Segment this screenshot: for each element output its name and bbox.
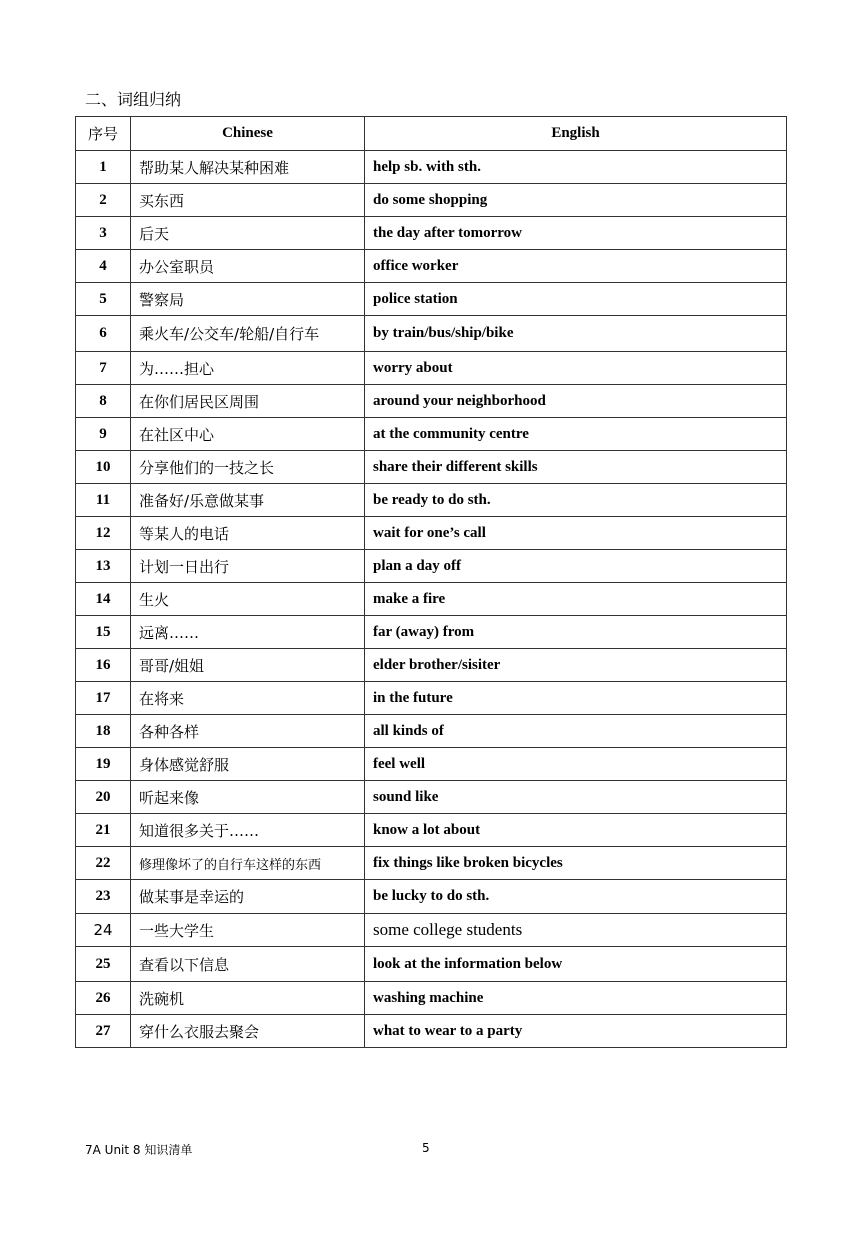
row-number: 17: [76, 682, 131, 715]
header-english: English: [365, 117, 787, 151]
row-chinese: 洗碗机: [131, 982, 365, 1015]
row-chinese: 听起来像: [131, 781, 365, 814]
row-number: 15: [76, 616, 131, 649]
row-english: in the future: [365, 682, 787, 715]
row-chinese: 修理像坏了的自行车这样的东西: [131, 847, 365, 880]
row-english: police station: [365, 283, 787, 316]
row-english: be lucky to do sth.: [365, 880, 787, 914]
row-number: 25: [76, 947, 131, 982]
table-row: [76, 781, 787, 814]
table-row: [76, 682, 787, 715]
footer-label: 7A Unit 8 知识清单: [85, 1143, 193, 1157]
row-number: 5: [76, 283, 131, 316]
table-row: [76, 1015, 787, 1048]
row-english: help sb. with sth.: [365, 151, 787, 184]
row-english: all kinds of: [365, 715, 787, 748]
row-chinese: 为……担心: [131, 352, 365, 385]
row-chinese: 一些大学生: [131, 914, 365, 947]
row-chinese: 远离……: [131, 616, 365, 649]
row-english: make a fire: [365, 583, 787, 616]
row-chinese: 准备好/乐意做某事: [131, 484, 365, 517]
row-chinese: 分享他们的一技之长: [131, 451, 365, 484]
table-row: [76, 385, 787, 418]
row-chinese: 生火: [131, 583, 365, 616]
table-row: [76, 814, 787, 847]
row-number: 1: [76, 151, 131, 184]
row-english: by train/bus/ship/bike: [365, 316, 787, 352]
row-english: plan a day off: [365, 550, 787, 583]
row-chinese: 等某人的电话: [131, 517, 365, 550]
row-english: some college students: [365, 914, 787, 947]
row-english: do some shopping: [365, 184, 787, 217]
row-number: 24: [76, 914, 131, 947]
row-english: sound like: [365, 781, 787, 814]
table-row: [76, 184, 787, 217]
row-english: office worker: [365, 250, 787, 283]
table-row: [76, 914, 787, 947]
table-row: [76, 947, 787, 982]
table-row: [76, 352, 787, 385]
table-row: [76, 418, 787, 451]
row-number: 14: [76, 583, 131, 616]
header-number: 序号: [76, 117, 131, 151]
table-row: [76, 880, 787, 914]
row-chinese: 买东西: [131, 184, 365, 217]
header-chinese: Chinese: [131, 117, 365, 151]
row-chinese: 知道很多关于……: [131, 814, 365, 847]
row-chinese: 在你们居民区周围: [131, 385, 365, 418]
row-number: 20: [76, 781, 131, 814]
row-english: feel well: [365, 748, 787, 781]
row-chinese: 警察局: [131, 283, 365, 316]
row-number: 12: [76, 517, 131, 550]
row-english: be ready to do sth.: [365, 484, 787, 517]
row-english: elder brother/sisiter: [365, 649, 787, 682]
row-chinese: 乘火车/公交车/轮船/自行车: [131, 316, 365, 352]
row-number: 10: [76, 451, 131, 484]
table-row: [76, 649, 787, 682]
row-number: 18: [76, 715, 131, 748]
row-number: 8: [76, 385, 131, 418]
row-number: 6: [76, 316, 131, 352]
table-row: [76, 517, 787, 550]
row-number: 23: [76, 880, 131, 914]
row-chinese: 哥哥/姐姐: [131, 649, 365, 682]
row-english: worry about: [365, 352, 787, 385]
row-chinese: 各种各样: [131, 715, 365, 748]
table-row: [76, 217, 787, 250]
row-chinese: 在将来: [131, 682, 365, 715]
table-row: [76, 583, 787, 616]
row-number: 13: [76, 550, 131, 583]
row-english: fix things like broken bicycles: [365, 847, 787, 880]
row-english: wait for one’s call: [365, 517, 787, 550]
row-chinese: 查看以下信息: [131, 947, 365, 982]
table-header-row: [76, 117, 787, 151]
row-number: 3: [76, 217, 131, 250]
row-english: around your neighborhood: [365, 385, 787, 418]
row-number: 9: [76, 418, 131, 451]
row-number: 26: [76, 982, 131, 1015]
row-english: share their different skills: [365, 451, 787, 484]
row-number: 27: [76, 1015, 131, 1048]
row-chinese: 身体感觉舒服: [131, 748, 365, 781]
table-row: [76, 451, 787, 484]
row-chinese: 穿什么衣服去聚会: [131, 1015, 365, 1048]
row-chinese: 在社区中心: [131, 418, 365, 451]
table-row: [76, 484, 787, 517]
row-english: look at the information below: [365, 947, 787, 982]
row-number: 19: [76, 748, 131, 781]
row-english: at the community centre: [365, 418, 787, 451]
table-row: [76, 151, 787, 184]
row-english: washing machine: [365, 982, 787, 1015]
row-english: know a lot about: [365, 814, 787, 847]
row-number: 11: [76, 484, 131, 517]
row-english: what to wear to a party: [365, 1015, 787, 1048]
row-number: 22: [76, 847, 131, 880]
row-chinese: 做某事是幸运的: [131, 880, 365, 914]
row-english: far (away) from: [365, 616, 787, 649]
row-number: 21: [76, 814, 131, 847]
table-row: [76, 847, 787, 880]
phrase-table: [75, 116, 787, 1048]
table-row: [76, 982, 787, 1015]
table-row: [76, 616, 787, 649]
table-row: [76, 316, 787, 352]
row-number: 7: [76, 352, 131, 385]
table-row: [76, 715, 787, 748]
table-row: [76, 550, 787, 583]
row-chinese: 办公室职员: [131, 250, 365, 283]
table-row: [76, 748, 787, 781]
table-row: [76, 250, 787, 283]
row-chinese: 后天: [131, 217, 365, 250]
row-chinese: 计划一日出行: [131, 550, 365, 583]
page-number: 5: [422, 1141, 430, 1155]
section-title: 二、词组归纳: [85, 90, 182, 109]
row-chinese: 帮助某人解决某种困难: [131, 151, 365, 184]
row-english: the day after tomorrow: [365, 217, 787, 250]
row-number: 4: [76, 250, 131, 283]
row-number: 2: [76, 184, 131, 217]
table-row: [76, 283, 787, 316]
row-number: 16: [76, 649, 131, 682]
